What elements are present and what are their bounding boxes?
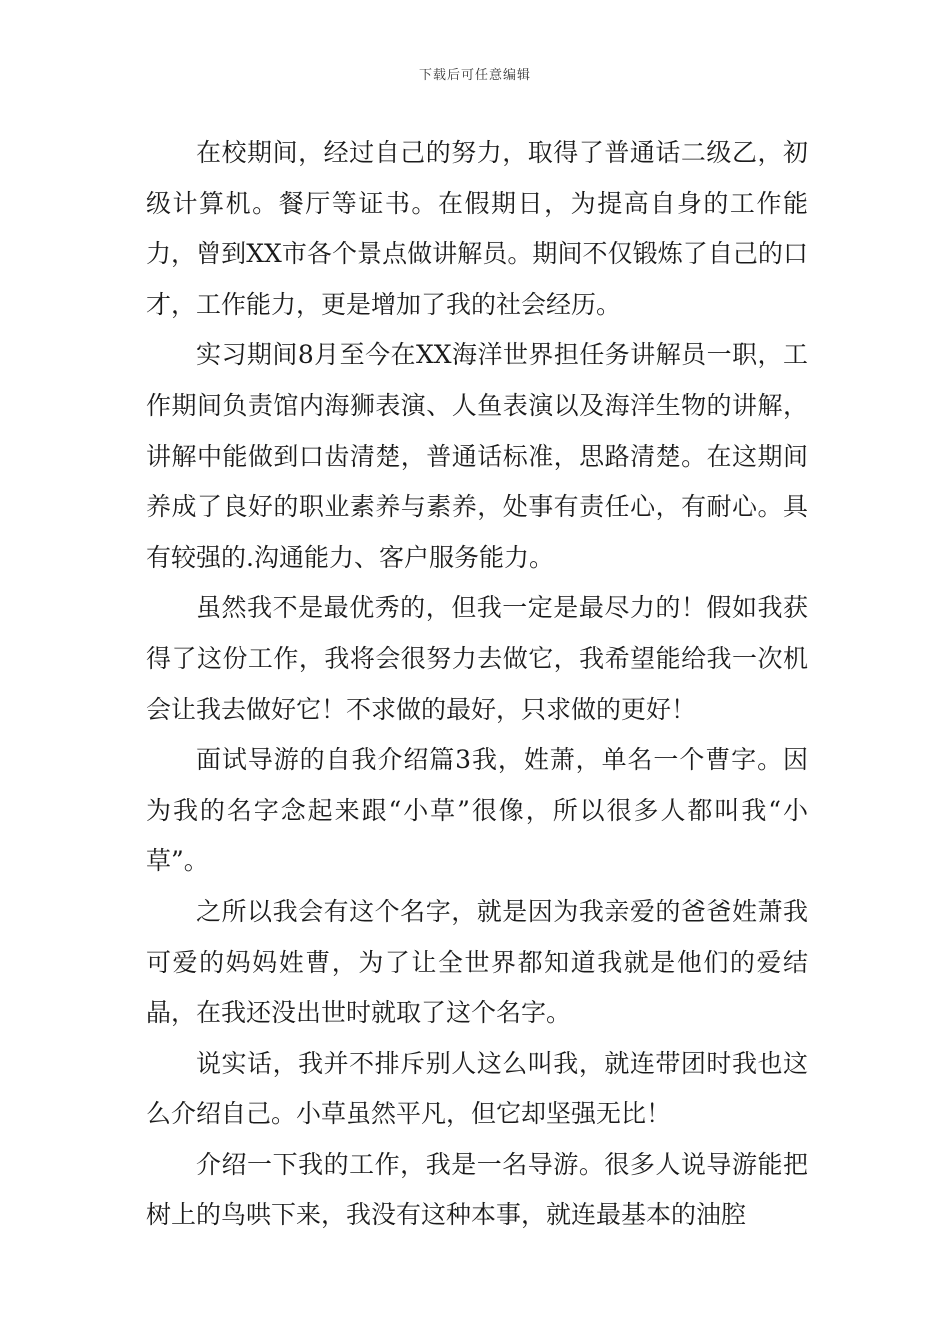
- paragraph-5: 之所以我会有这个名字，就是因为我亲爱的爸爸姓萧我可爱的妈妈姓曹，为了让全世界都知道我就是他们的爱结晶，在我还没出世时就取了这个名字。: [146, 896, 808, 1028]
- paragraph-2: 实习期间8月至今在XX海洋世界担任务讲解员一职，工作期间负责馆内海狮表演、人鱼表演以及海洋生物的讲解，讲解中能做到口齿清楚，普通话标准，思路清楚。在这期间养成了良好的职业素养与素养，处事有责任心，有耐心。具有较强的.沟通能力、客户服务能力。: [146, 340, 808, 572]
- document-body: [146, 128, 808, 1241]
- paragraph-7: 介绍一下我的工作，我是一名导游。很多人说导游能把树上的鸟哄下来，我没有这种本事，就连最基本的油腔: [146, 1149, 808, 1230]
- paragraph-6: 说实话，我并不排斥别人这么叫我，就连带团时我也这么介绍自己。小草虽然平凡，但它却坚强无比！: [146, 1048, 808, 1129]
- page-header: 下载后可任意编辑: [418, 68, 531, 83]
- paragraph-4: 面试导游的自我介绍篇3我，姓萧，单名一个曹字。因为我的名字念起来跟“小草”很像，所以很多人都叫我“小草”。: [146, 745, 808, 876]
- paragraph-1: 在校期间，经过自己的努力，取得了普通话二级乙，初级计算机。餐厅等证书。在假期日，为提高自身的工作能力，曾到XX市各个景点做讲解员。期间不仅锻炼了自己的口才，工作能力，更是增加了我的社会经历。: [146, 138, 808, 319]
- paragraph-3: 虽然我不是最优秀的，但我一定是最尽力的！假如我获得了这份工作，我将会很努力去做它，我希望能给我一次机会让我去做好它！不求做的最好，只求做的更好！: [146, 593, 808, 724]
